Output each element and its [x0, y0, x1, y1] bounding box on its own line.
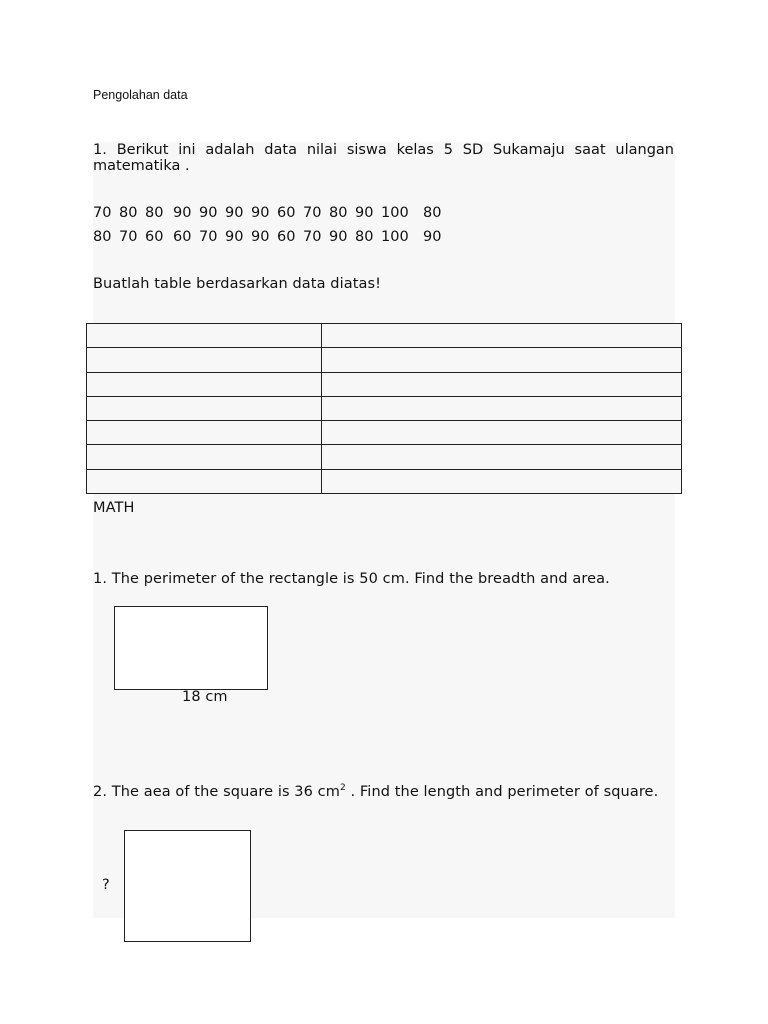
table-cell[interactable]	[87, 445, 322, 469]
data-value: 70	[93, 205, 112, 221]
table-cell[interactable]	[87, 421, 322, 445]
data-value: 90	[251, 229, 270, 245]
table-row	[87, 372, 682, 396]
table-row	[87, 324, 682, 348]
data-value: 80	[329, 205, 348, 221]
table-cell[interactable]	[322, 469, 682, 493]
question-2-text-after: . Find the length and perimeter of square.	[345, 783, 659, 800]
data-value: 70	[303, 229, 322, 245]
data-value: 70	[303, 205, 322, 221]
square-side-label: ?	[102, 877, 110, 893]
table-cell[interactable]	[87, 372, 322, 396]
table-cell[interactable]	[322, 396, 682, 420]
data-value: 70	[199, 229, 218, 245]
table-row	[87, 469, 682, 493]
data-value: 90	[225, 229, 244, 245]
math-question-2	[93, 783, 658, 800]
table-cell[interactable]	[322, 348, 682, 372]
data-value: 90	[329, 229, 348, 245]
data-value: 70	[119, 229, 138, 245]
question-2-text-before: 2. The aea of the square is 36 cm	[93, 783, 340, 800]
math-heading: MATH	[93, 500, 135, 516]
table-cell[interactable]	[322, 445, 682, 469]
rectangle-length-label: 18 cm	[182, 689, 228, 705]
table-row	[87, 396, 682, 420]
data-value: 80	[355, 229, 374, 245]
data-value: 80	[119, 205, 138, 221]
answer-table[interactable]	[86, 323, 682, 494]
table-cell[interactable]	[322, 324, 682, 348]
document-title: Pengolahan data	[93, 88, 188, 102]
data-value: 60	[277, 229, 296, 245]
table-row	[87, 348, 682, 372]
question-1-text: 1. Berikut ini adalah data nilai siswa kelas 5 SD Sukamaju saat ulangan matematika .	[93, 142, 674, 174]
data-row-2	[93, 229, 441, 245]
question-2-superscript: 2	[339, 783, 346, 793]
data-value: 60	[145, 229, 164, 245]
data-value: 90	[173, 205, 192, 221]
data-value: 100	[381, 229, 409, 245]
data-value: 80	[423, 205, 442, 221]
data-value: 90	[251, 205, 270, 221]
table-row	[87, 421, 682, 445]
data-row-1	[93, 205, 441, 221]
data-value: 90	[225, 205, 244, 221]
table-cell[interactable]	[87, 324, 322, 348]
table-cell[interactable]	[87, 469, 322, 493]
table-cell[interactable]	[87, 348, 322, 372]
math-question-1: 1. The perimeter of the rectangle is 50 cm. Find the breadth and area.	[93, 571, 610, 587]
data-value: 60	[173, 229, 192, 245]
data-value: 100	[381, 205, 409, 221]
table-cell[interactable]	[87, 396, 322, 420]
table-cell[interactable]	[322, 421, 682, 445]
table-row	[87, 445, 682, 469]
data-value: 60	[277, 205, 296, 221]
data-value: 80	[145, 205, 164, 221]
rectangle-figure	[114, 606, 268, 690]
square-figure	[124, 830, 251, 942]
page-background-shade	[93, 142, 675, 918]
data-value: 90	[199, 205, 218, 221]
table-cell[interactable]	[322, 372, 682, 396]
data-value: 90	[355, 205, 374, 221]
table-instruction: Buatlah table berdasarkan data diatas!	[93, 276, 382, 292]
data-value: 80	[93, 229, 112, 245]
data-value: 90	[423, 229, 442, 245]
